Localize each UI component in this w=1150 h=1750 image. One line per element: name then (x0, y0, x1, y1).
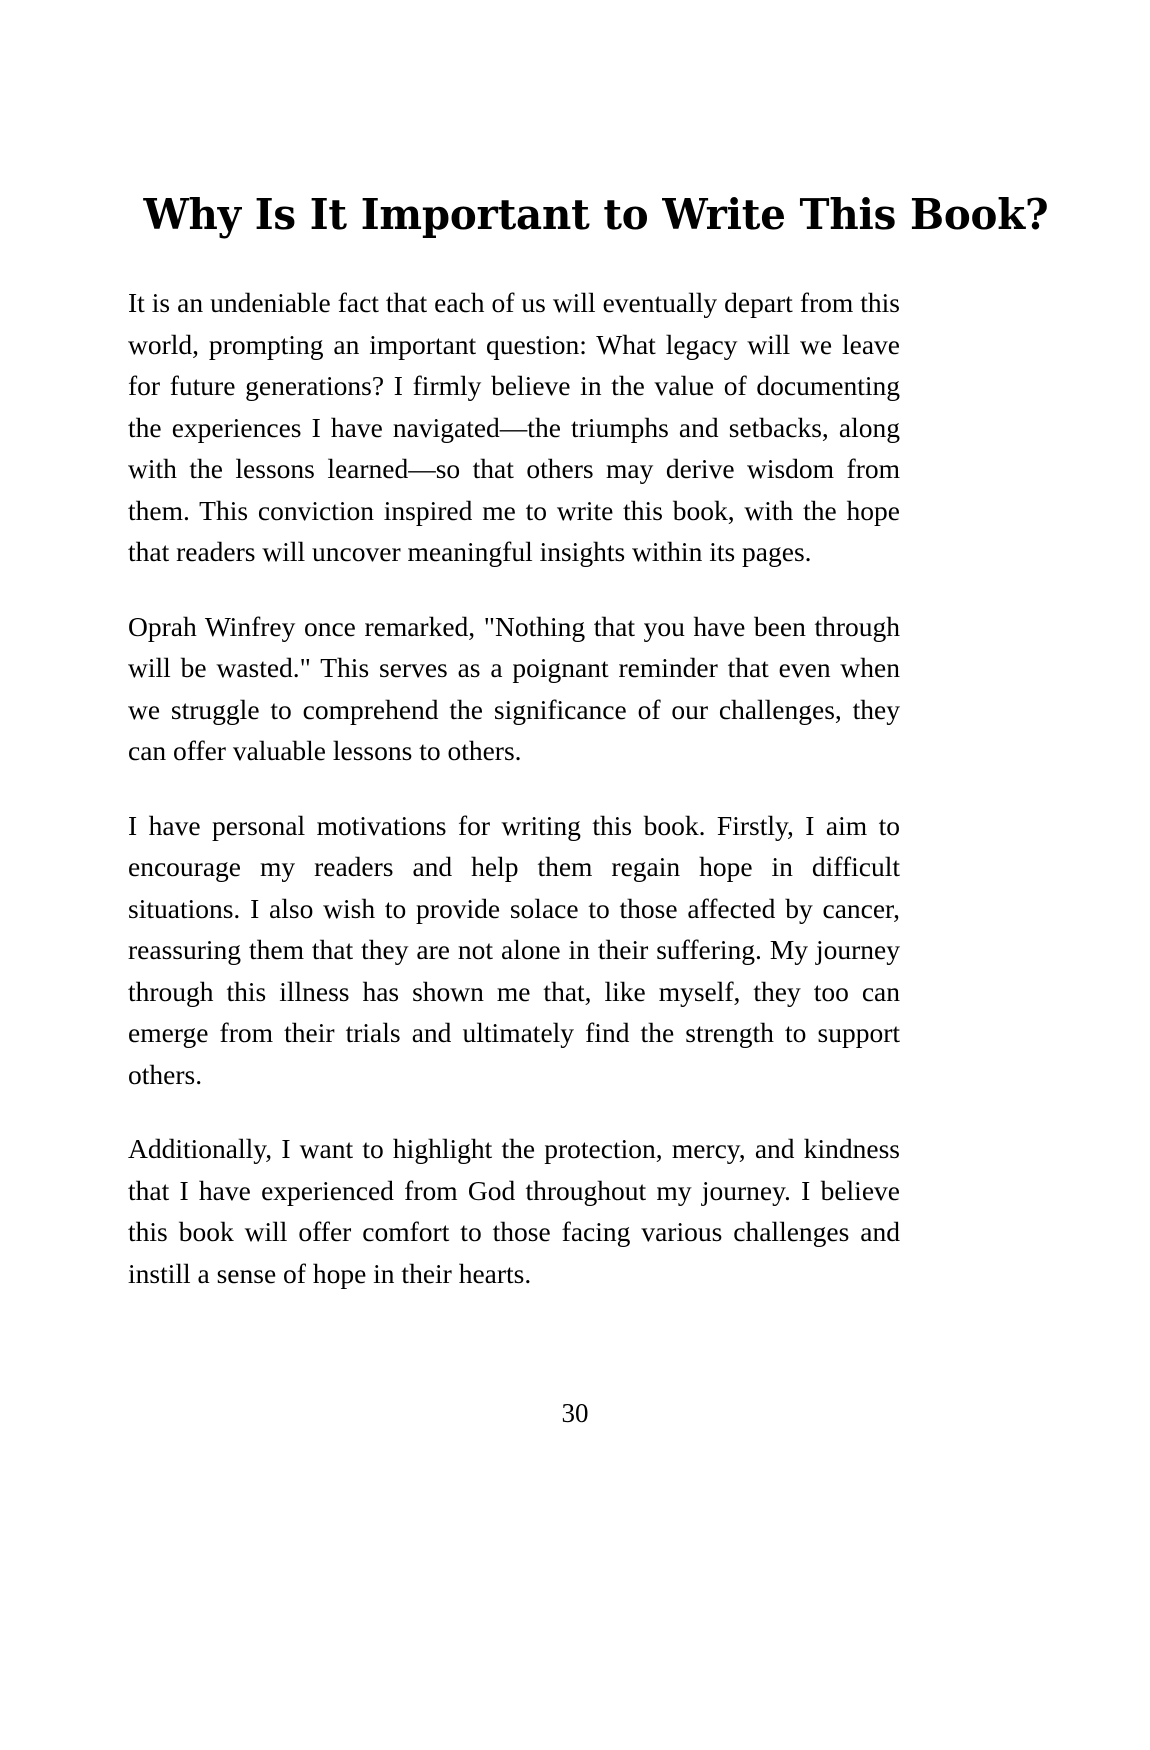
paragraph: I have personal motivations for writing this book. Firstly, I aim to encourage my readers and help them regain hope in difficult situations. I also wish to provide solace to those affected by cancer, reassuring them that they are not alone in their suffering. My journey through this illness has shown me that, like myself, they too can emerge from their trials and ultimately find the strength to support others. (128, 809, 900, 1090)
paragraph: Additionally, I want to highlight the protection, mercy, and kindness that I have experienced from God throughout my journey. I believe this book will offer comfort to those facing various challenges and instill a sense of hope in their hearts. (128, 1133, 900, 1289)
paragraph: It is an undeniable fact that each of us will eventually depart from this world, prompting an important question: What legacy will we leave for future generations? I firmly believe in the value of documenting the experiences I have navigated—the triumphs and setbacks, along with the lessons learned—so that others may derive wisdom from them. This conviction inspired me to write this book, with the hope that readers will uncover meaningful insights within its pages. (128, 287, 900, 568)
paragraph: Oprah Winfrey once remarked, "Nothing that you have been through will be wasted." This serves as a poignant reminder that even when we struggle to comprehend the significance of our challenges, they can offer valuable lessons to others. (128, 610, 900, 767)
chapter-title: Why Is It Important to Write This Book? (143, 190, 1049, 239)
body-text (128, 282, 900, 1294)
page-content (128, 0, 1049, 1294)
page-number: 30 (561, 1398, 589, 1428)
